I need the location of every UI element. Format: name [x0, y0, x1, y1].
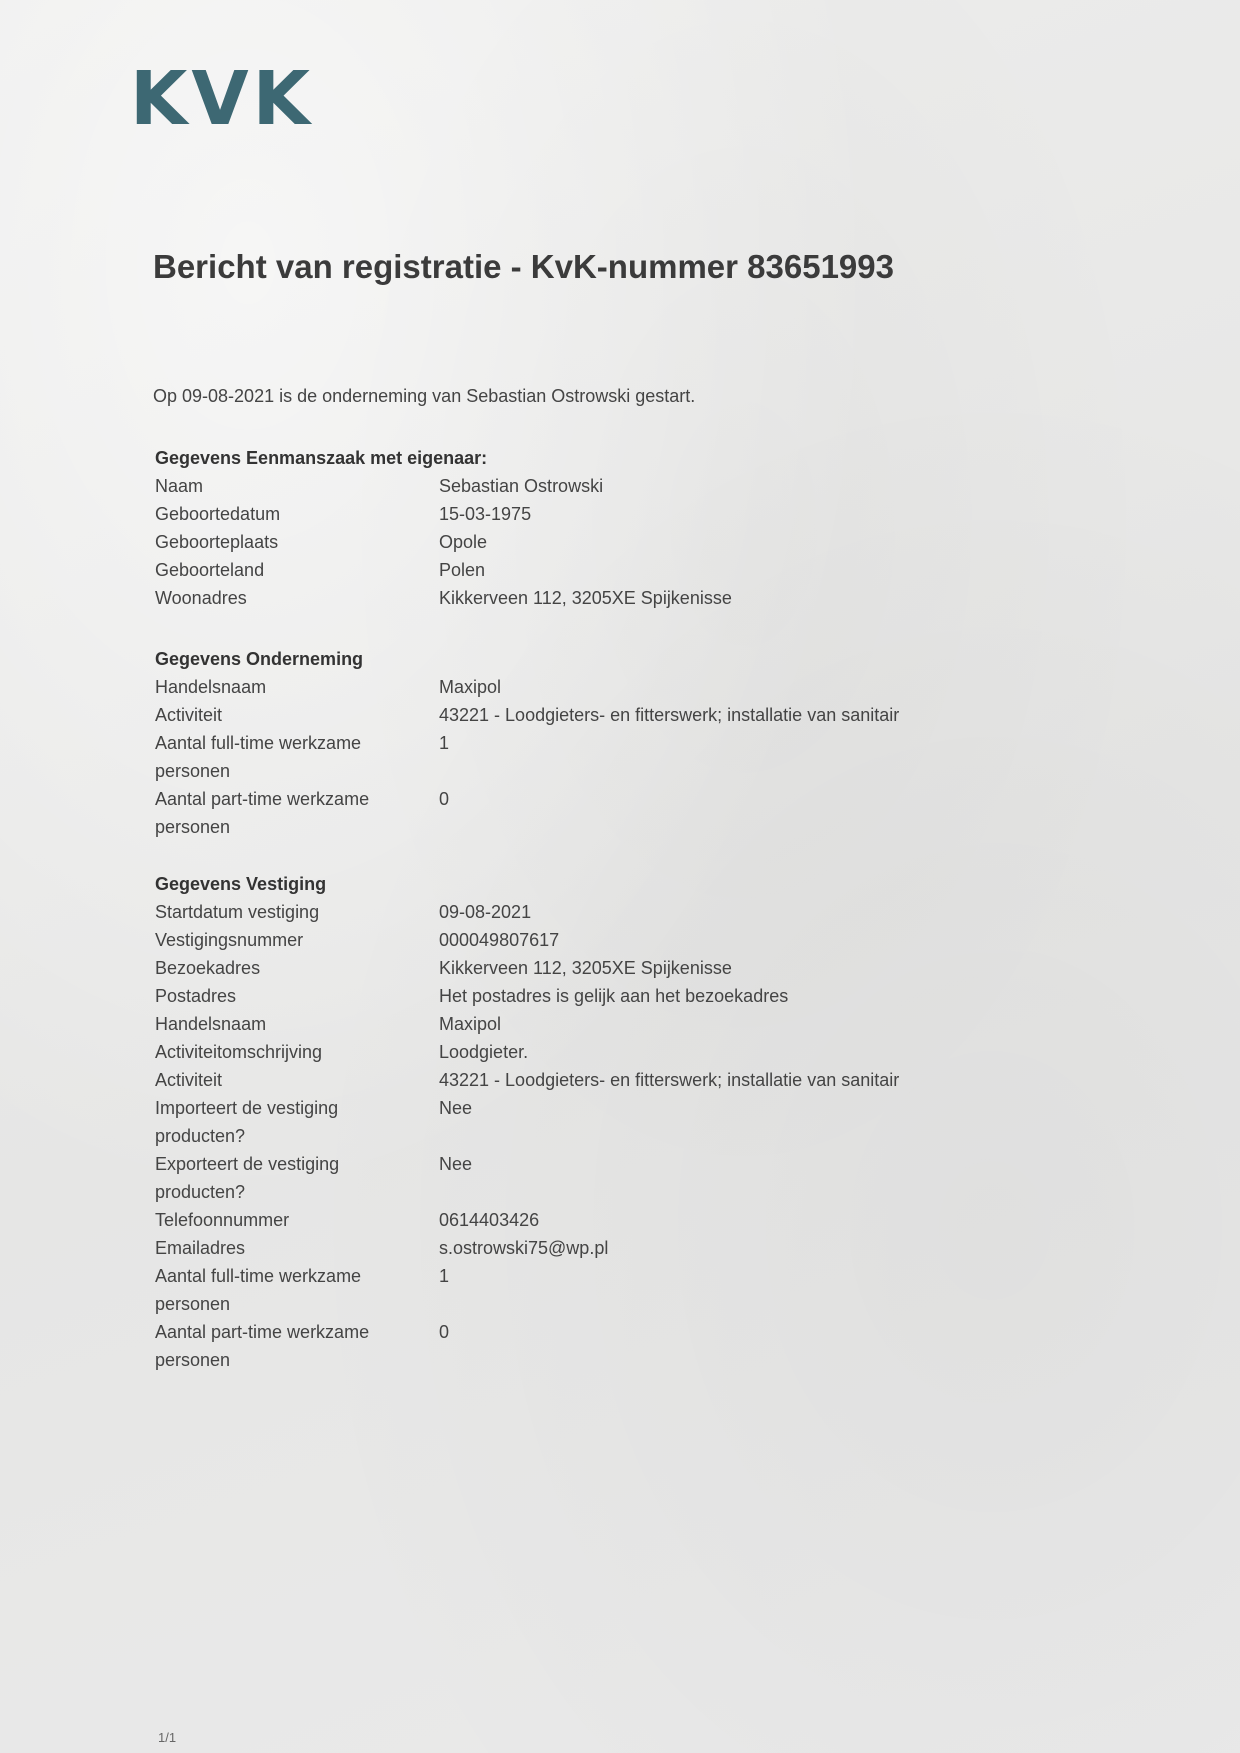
field-value: Opole — [439, 532, 488, 552]
field-row — [155, 926, 955, 954]
field-row — [155, 1262, 955, 1318]
field-label: Geboorteplaats — [155, 532, 279, 552]
field-value: Polen — [439, 560, 486, 580]
field-value: s.ostrowski75@wp.pl — [439, 1238, 609, 1258]
field-row — [155, 1234, 955, 1262]
field-row — [155, 1150, 955, 1206]
field-label: Vestigingsnummer — [155, 930, 304, 950]
field-row — [155, 898, 955, 926]
field-label: Aantal part-time werkzame personen — [155, 1322, 370, 1370]
section-heading: Gegevens Eenmanszaak met eigenaar: — [155, 448, 488, 468]
field-label: Activiteit — [155, 705, 223, 725]
field-row — [155, 528, 955, 556]
field-row — [155, 982, 955, 1010]
field-row — [155, 1206, 955, 1234]
field-label: Activiteit — [155, 1070, 223, 1090]
field-value: 43221 - Loodgieters- en fitterswerk; installatie van sanitair — [439, 1070, 900, 1090]
field-value: 0 — [439, 789, 450, 809]
field-value: Loodgieter. — [439, 1042, 529, 1062]
field-label: Aantal full-time werkzame personen — [155, 1266, 362, 1314]
field-label: Importeert de vestiging producten? — [155, 1098, 339, 1146]
field-label: Naam — [155, 476, 204, 496]
field-row — [155, 1010, 955, 1038]
field-value: Sebastian Ostrowski — [439, 476, 604, 496]
field-value: 0 — [439, 1322, 450, 1342]
field-value: 15-03-1975 — [439, 504, 532, 524]
field-label: Activiteitomschrijving — [155, 1042, 323, 1062]
field-value: 1 — [439, 1266, 450, 1286]
field-value: Nee — [439, 1154, 473, 1174]
kvk-logo: KVK — [130, 56, 314, 142]
field-value: Nee — [439, 1098, 473, 1118]
field-row — [155, 954, 955, 982]
field-label: Startdatum vestiging — [155, 902, 320, 922]
section-heading: Gegevens Onderneming — [155, 649, 364, 669]
field-row — [155, 673, 955, 701]
field-value: 000049807617 — [439, 930, 560, 950]
field-value: Maxipol — [439, 1014, 502, 1034]
field-value: Kikkerveen 112, 3205XE Spijkenisse — [439, 958, 732, 978]
section-onderneming — [155, 645, 955, 841]
field-label: Aantal part-time werkzame personen — [155, 789, 370, 837]
field-value: 43221 - Loodgieters- en fitterswerk; installatie van sanitair — [439, 705, 900, 725]
field-row — [155, 1094, 955, 1150]
section-vestiging — [155, 870, 955, 1374]
field-value: Kikkerveen 112, 3205XE Spijkenisse — [439, 588, 732, 608]
field-row — [155, 729, 955, 785]
field-row — [155, 701, 955, 729]
field-row — [155, 1066, 955, 1094]
page-title: Bericht van registratie - KvK-nummer 83651993 — [153, 248, 894, 285]
field-row — [155, 1318, 955, 1374]
field-label: Exporteert de vestiging producten? — [155, 1154, 340, 1202]
field-row — [155, 584, 955, 612]
page-number: 1/1 — [158, 1730, 177, 1745]
field-label: Handelsnaam — [155, 1014, 267, 1034]
field-value: Maxipol — [439, 677, 502, 697]
field-label: Emailadres — [155, 1238, 246, 1258]
field-value: 0614403426 — [439, 1210, 540, 1230]
field-label: Bezoekadres — [155, 958, 261, 978]
field-label: Geboortedatum — [155, 504, 281, 524]
field-label: Geboorteland — [155, 560, 265, 580]
intro-text: Op 09-08-2021 is de onderneming van Sebastian Ostrowski gestart. — [153, 386, 696, 406]
field-label: Telefoonnummer — [155, 1210, 290, 1230]
field-label: Aantal full-time werkzame personen — [155, 733, 362, 781]
field-label: Postadres — [155, 986, 237, 1006]
field-label: Handelsnaam — [155, 677, 267, 697]
field-row — [155, 785, 955, 841]
field-value: 1 — [439, 733, 450, 753]
field-row — [155, 500, 955, 528]
field-value: 09-08-2021 — [439, 902, 532, 922]
section-eenmanszaak — [155, 444, 955, 612]
section-heading: Gegevens Vestiging — [155, 874, 327, 894]
field-row — [155, 1038, 955, 1066]
field-row — [155, 472, 955, 500]
field-row — [155, 556, 955, 584]
field-value: Het postadres is gelijk aan het bezoekadres — [439, 986, 789, 1006]
field-label: Woonadres — [155, 588, 247, 608]
